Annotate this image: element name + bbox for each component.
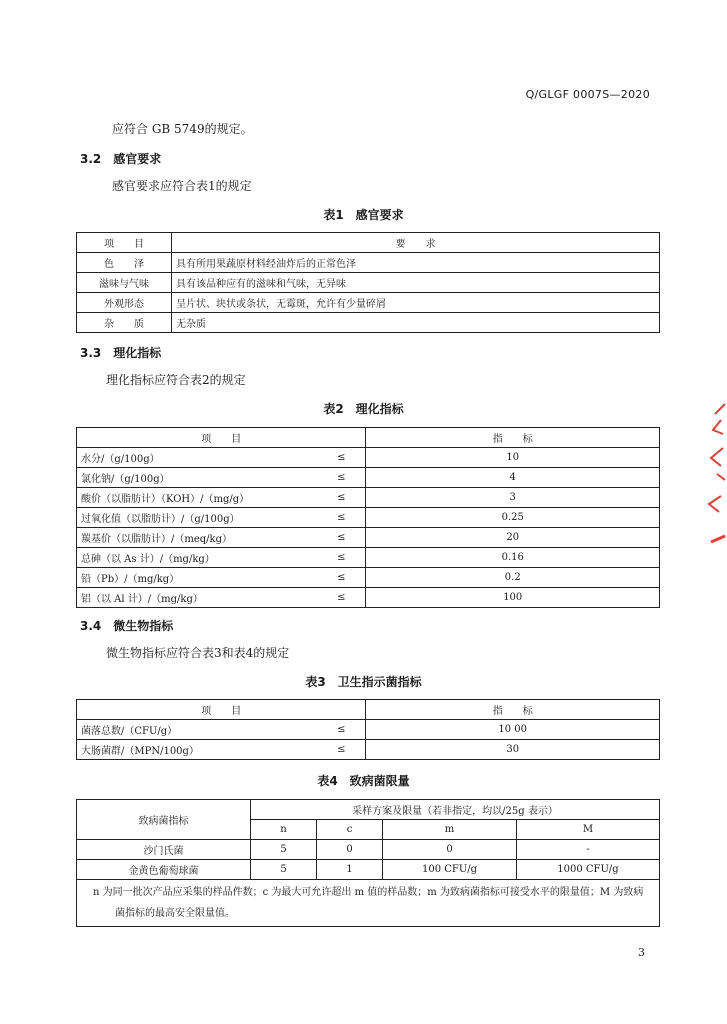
table3-value: 10 00	[366, 720, 660, 740]
table2-physchem	[76, 427, 660, 608]
table3-header-item: 项 目	[77, 700, 366, 720]
table-row	[77, 880, 660, 927]
section-3-4-heading: 3.4 微生物指标	[80, 619, 174, 633]
table2-item: 酸价（以脂肪计）（KOH）/（mg/g）	[77, 488, 318, 508]
table2-op: ≤	[317, 568, 366, 588]
table4-cell: 100 CFU/g	[383, 860, 517, 880]
section-3-4-text: 微生物指标应符合表3和表4的规定	[106, 646, 290, 660]
table3-value: 30	[366, 740, 660, 760]
table1-header-req: 要 求	[172, 233, 660, 253]
table-row	[77, 568, 660, 588]
table2-item: 氯化钠/（g/100g）	[77, 468, 318, 488]
table4-cell: 沙门氏菌	[77, 840, 251, 860]
table-row	[77, 488, 660, 508]
table4-header-pathogen: 致病菌指标	[77, 800, 251, 840]
table-row	[77, 313, 660, 333]
table1-header-item: 项 目	[77, 233, 172, 253]
table-row	[77, 448, 660, 468]
table-row	[77, 508, 660, 528]
table3-item: 菌落总数/（CFU/g）	[77, 720, 318, 740]
table1-cell: 杂 质	[77, 313, 172, 333]
table1-cell: 色 泽	[77, 253, 172, 273]
table2-op: ≤	[317, 448, 366, 468]
table2-item: 羰基价（以脂肪计）/（meq/kg）	[77, 528, 318, 548]
table1-cell: 具有该品种应有的滋味和气味，无异味	[172, 273, 660, 293]
table4-header-group: 采样方案及限量（若非指定，均以/25g 表示）	[251, 800, 660, 820]
table-row	[77, 740, 660, 760]
table4-header-M: M	[517, 820, 660, 840]
table1-cell: 具有所用果蔬原材料经油炸后的正常色泽	[172, 253, 660, 273]
table2-item: 总砷（以 As 计）/（mg/kg）	[77, 548, 318, 568]
table2-op: ≤	[317, 588, 366, 608]
table2-value: 0.2	[366, 568, 660, 588]
table4-cell: 金黄色葡萄球菌	[77, 860, 251, 880]
section-3-2-text: 感官要求应符合表1的规定	[112, 179, 252, 193]
table-row	[77, 840, 660, 860]
table2-value: 0.16	[366, 548, 660, 568]
table4-cell: -	[517, 840, 660, 860]
table4-header-c: c	[317, 820, 383, 840]
table2-header-item: 项 目	[77, 428, 366, 448]
table4-cell: 0	[383, 840, 517, 860]
table-row	[77, 548, 660, 568]
table2-item: 铅（Pb）/（mg/kg）	[77, 568, 318, 588]
table2-value: 0.25	[366, 508, 660, 528]
table3-op: ≤	[317, 720, 366, 740]
table1-sensory	[76, 232, 660, 333]
table2-value: 4	[366, 468, 660, 488]
table3-indicator	[76, 699, 660, 760]
table3-item: 大肠菌群/（MPN/100g）	[77, 740, 318, 760]
section-3-3-heading: 3.3 理化指标	[80, 346, 162, 360]
table2-value: 10	[366, 448, 660, 468]
standard-code: Q/GLGF 0007S—2020	[525, 88, 650, 101]
table2-header-index: 指 标	[366, 428, 660, 448]
intro-line: 应符合 GB 5749的规定。	[112, 122, 253, 136]
table1-cell: 无杂质	[172, 313, 660, 333]
table4-cell: 0	[317, 840, 383, 860]
table2-op: ≤	[317, 488, 366, 508]
table2-item: 过氧化值（以脂肪计）/（g/100g）	[77, 508, 318, 528]
table-row	[77, 273, 660, 293]
table-row	[77, 293, 660, 313]
table-row	[77, 860, 660, 880]
section-3-2-heading: 3.2 感官要求	[80, 152, 162, 166]
table-row	[77, 468, 660, 488]
table3-caption: 表3 卫生指示菌指标	[305, 675, 422, 689]
table1-cell: 呈片状、块状或条状，无霉斑，允许有少量碎屑	[172, 293, 660, 313]
table2-op: ≤	[317, 508, 366, 528]
table-row	[77, 253, 660, 273]
seal-stamp-fragment	[703, 400, 727, 550]
table4-header-n: n	[251, 820, 317, 840]
page-number: 3	[638, 946, 645, 959]
table3-op: ≤	[317, 740, 366, 760]
table-row	[77, 720, 660, 740]
section-3-3-text: 理化指标应符合表2的规定	[106, 373, 246, 387]
table-row	[77, 528, 660, 548]
table4-pathogen	[76, 799, 660, 927]
table4-cell: 5	[251, 860, 317, 880]
table1-cell: 外观形态	[77, 293, 172, 313]
table-row	[77, 588, 660, 608]
table1-caption: 表1 感官要求	[323, 208, 404, 222]
table2-op: ≤	[317, 548, 366, 568]
table2-item: 铝（以 Al 计）/（mg/kg）	[77, 588, 318, 608]
table2-op: ≤	[317, 528, 366, 548]
table2-value: 20	[366, 528, 660, 548]
table4-cell: 1000 CFU/g	[517, 860, 660, 880]
table2-value: 100	[366, 588, 660, 608]
table2-op: ≤	[317, 468, 366, 488]
table2-value: 3	[366, 488, 660, 508]
table2-item: 水分/（g/100g）	[77, 448, 318, 468]
table3-header-index: 指 标	[366, 700, 660, 720]
table4-note: n 为同一批次产品应采集的样品件数；c 为最大可允许超出 m 值的样品数；m 为致病菌指标可接受水平的限量值；M 为致病菌指标的最高安全限量值。	[77, 880, 660, 927]
table4-cell: 5	[251, 840, 317, 860]
table4-caption: 表4 致病菌限量	[317, 774, 410, 788]
table4-header-m: m	[383, 820, 517, 840]
table1-cell: 滋味与气味	[77, 273, 172, 293]
table4-cell: 1	[317, 860, 383, 880]
table2-caption: 表2 理化指标	[323, 402, 404, 416]
